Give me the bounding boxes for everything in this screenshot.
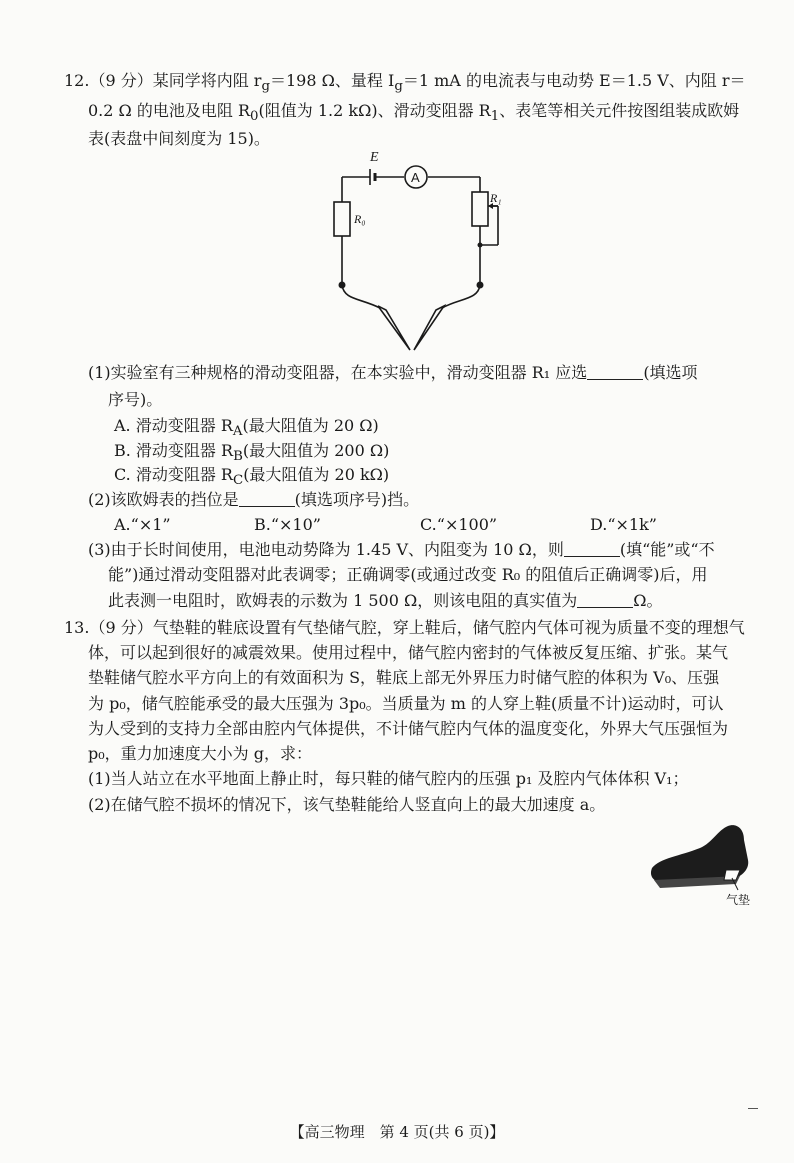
q13-line6: p₀，重力加速度大小为 g，求： (88, 744, 312, 763)
ohmmeter-circuit-diagram (320, 140, 520, 355)
r1-label: R₁ (490, 191, 502, 205)
q12-line3: 表(表盘中间刻度为 15)。 (88, 129, 270, 148)
air-cushion-shoe-illustration (640, 818, 760, 910)
q12-option-a: A. 滑动变阻器 $R_A$(最大阻值为 20 Ω) (114, 416, 379, 440)
q12-part3-line2: 能”)通过滑动变阻器对此表调零；正确调零(或通过改变 R₀ 的阻值后正确调零)后，用 (108, 565, 708, 584)
answer-blank-1[interactable] (587, 365, 643, 380)
q12-line1: 12.（9 分）某同学将内阻 $r_g=198$ Ω、量程 $I_g=1$ mA 的电流表与电动势 E＝1.5 V、内阻 r＝ (64, 71, 746, 95)
q13-part2: (2)在储气腔不损坏的情况下，该气垫鞋能给人竖直向上的最大加速度 a。 (88, 795, 606, 814)
q13-line1: 13.（9 分）气垫鞋的鞋底设置有气垫储气腔，穿上鞋后，储气腔内气体可视为质量不变的理想气 (64, 618, 745, 637)
q13-line4: 为 p₀，储气腔能承受的最大压强为 3p₀。当质量为 m 的人穿上鞋(质量不计)运动时，可认 (88, 694, 724, 713)
answer-blank-4[interactable] (577, 593, 633, 608)
q12-part3-line1: (3)由于长时间使用，电池电动势降为 1.45 V、内阻变为 10 Ω，则 (填“能”或“不 (88, 540, 715, 559)
q12-part2-option-a: A.“×1” (114, 515, 171, 534)
q12-option-b: B. 滑动变阻器 $R_B$(最大阻值为 200 Ω) (114, 441, 390, 465)
q13-part1: (1)当人站立在水平地面上静止时，每只鞋的储气腔内的压强 p₁ 及腔内气体体积 V₁； (88, 769, 689, 788)
q12-part1-line1: (1)实验室有三种规格的滑动变阻器，在本实验中，滑动变阻器 R₁ 应选 (填选项 (88, 363, 698, 382)
q13-line5: 为人受到的支持力全部由腔内气体提供，不计储气腔内气体的温度变化，外界大气压强恒为 (88, 719, 729, 738)
battery-label: E (370, 150, 379, 165)
q13-line3: 垫鞋储气腔水平方向上的有效面积为 S，鞋底上部无外界压力时储气腔的体积为 V₀、压强 (88, 668, 720, 687)
q12-line2: 0.2 Ω 的电池及电阻 $R_0$(阻值为 1.2 kΩ)、滑动变阻器 $R_1$、表笔等相关元件按图组装成欧姆 (88, 101, 740, 125)
q12-part2-option-c: C.“×100” (420, 515, 498, 534)
air-cushion-label: 气垫 (726, 893, 751, 907)
r0-label: R₀ (354, 212, 366, 226)
page-mark (748, 1108, 758, 1109)
q12-option-c: C. 滑动变阻器 $R_C$(最大阻值为 20 kΩ) (114, 465, 390, 489)
q12-part3-line3: 此表测一电阻时，欧姆表的示数为 1 500 Ω，则该电阻的真实值为 Ω。 (108, 591, 663, 610)
q12-part2-option-d: D.“×1k” (590, 515, 657, 534)
page-footer: 【高三物理 第 4 页(共 6 页)】 (289, 1123, 505, 1141)
ammeter-label: A (411, 170, 420, 185)
q12-part2-option-b: B.“×10” (254, 515, 321, 534)
answer-blank-2[interactable] (239, 492, 295, 507)
q12-part2: (2)该欧姆表的挡位是 (填选项序号)挡。 (88, 490, 420, 509)
q12-part1-line2: 序号)。 (108, 390, 163, 409)
q13-line2: 体，可以起到很好的减震效果。使用过程中，储气腔内密封的气体被反复压缩、扩张。某气 (88, 643, 729, 662)
answer-blank-3[interactable] (564, 542, 620, 557)
